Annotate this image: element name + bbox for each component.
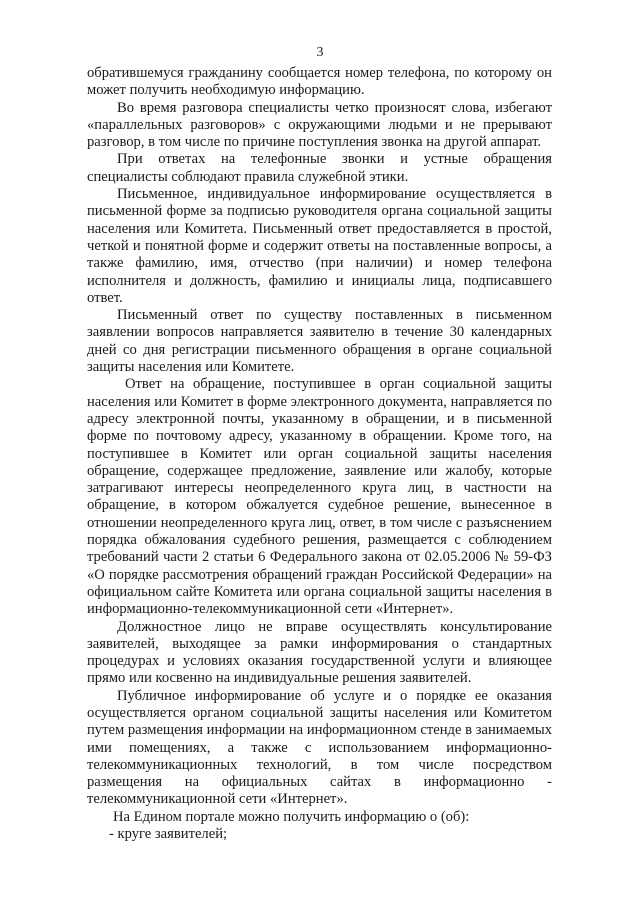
list-item-applicants-circle: - круге заявителей; xyxy=(109,826,228,843)
paragraph-public-informing: Публичное информирование об услуге и о порядке ее оказания осуществляется органом социальной защиты населения или Комитетом путем размещения информации на информационном стенде в занимаемых ими помещениях, а также с использованием информационно-телекоммуникационных технологий, в том числе посредством размещения на официальных сайтах в информационно - телекоммуникационной сети «Интернет». xyxy=(87,687,552,808)
paragraph-written-informing: Письменное, индивидуальное информирование осуществляется в письменной форме за подписью руководителя органа социальной защиты населения или Комитета. Письменный ответ предоставляется в простой, четкой и понятной форме и содержит ответы на поставленные вопросы, а также фамилию, имя, отчество (при наличии) и номер телефона исполнителя и должность, фамилию и инициалы лица, подписавшего ответ. xyxy=(87,186,552,306)
paragraph-electronic-answer: Ответ на обращение, поступившее в орган социальной защиты населения или Комитет в форме электронного документа, направляется по адресу электронной почты, указанному в обращении, и в письменной форме по почтовому адресу, указанному в обращении. Кроме того, на поступившее в Комитет или орган социальной защиты населения обращение, содержащее предложение, заявление или жалобу, которые затрагивают интересы неопределенного круга лиц, в частности на обращение, в котором обжалуется судебное решение, вынесенное в отношении неопределенного круга лиц, ответ, в том числе с разъяснением порядка обжалования судебного решения, размещается с соблюдением требований части 2 статьи 6 Федерального закона от 02.05.2006 № 59-ФЗ «О порядке рассмотрения обращений граждан Российской Федерации» на официальном сайте Комитета или органа социальной защиты населения в информационно-телекоммуникационной сети «Интернет». xyxy=(87,376,552,618)
paragraph-official-restrictions: Должностное лицо не вправе осуществлять консультирование заявителей, выходящее за рамки информирования о стандартных процедурах и условиях оказания государственной услуги и влияющее прямо или косвенно на индивидуальные решения заявителей. xyxy=(87,618,552,687)
paragraph-conversation-rules: Во время разговора специалисты четко произносят слова, избегают «параллельных разговоров» с окружающими людьми и не прерывают разговор, в том числе по причине поступления звонка на другой аппарат. xyxy=(87,99,552,151)
page-number: 3 xyxy=(316,45,324,60)
paragraph-written-answer-deadline: Письменный ответ по существу поставленных в письменном заявлении вопросов направляется заявителю в течение 30 календарных дней со дня регистрации письменного обращения в органе социальной защиты населения или Комитете. xyxy=(87,307,552,376)
paragraph-service-ethics: При ответах на телефонные звонки и устные обращения специалисты соблюдают правила служебной этики. xyxy=(87,151,552,185)
paragraph-phone-info: обратившемуся гражданину сообщается номер телефона, по которому он может получить необходимую информацию. xyxy=(87,65,552,99)
paragraph-unified-portal-intro: На Едином портале можно получить информацию о (об): xyxy=(113,808,470,825)
document-body xyxy=(87,65,552,843)
